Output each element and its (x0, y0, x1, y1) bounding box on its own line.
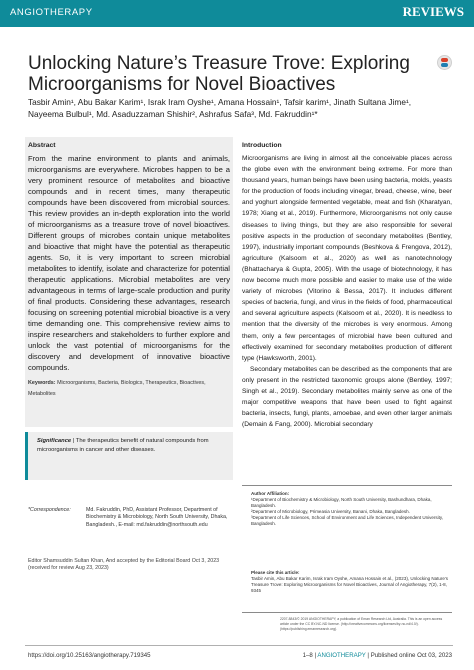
abstract-heading: Abstract (28, 142, 56, 149)
correspondence-text: Md. Fakruddin, PhD, Assistant Professor, Department of Biochemistry & Microbiology, North South University, Dhaka, Bangladesh., E-mail: md.fakruddin@northsouth.edu (86, 507, 228, 528)
journal-name: ANGIOTHERAPY (10, 7, 93, 18)
affiliation-label: Author Affiliation: (251, 491, 290, 496)
introduction-paragraph-1: Microorganisms are living in almost all the conceivable places across the globe even with the environment being extreme. For more than thousand years, human beings have been using bacteria, molds, yeasts for the production of foods including vinegar, bread, cheese, wine, beer and yoghurt alongside fermented vegetable, meat and fish (Kharatyan, 1978; Xiang et al., 2019). Furthermore, Microorganisms not only cause diseases to living things, but they are also responsible for several positive aspects in the production of secondary metabolites (Bentley, 1997), industrially important compounds (Beshkova & Frengova, 2012), agriculture (Kalsoom et al., 2020) as well as nanotechnology (Bhattacharya & Gupta, 2005). With the usage of biotechnology, it has now become much more possible and easier to make use of the wide variety of microbes (Vitorino & Bessa, 2017). It includes different species of bacteria, fungi, and virus in the fields of food, pharmaceutical and several agriculture aspects (Kalsoom et al., 2020). It is needless to mention that the diversity of the microbes is very enormous. Among them, only a few percentages of microbial have been cultured and effectively examined for secondary metabolites production of different type (Hawksworth, 2001). (242, 155, 452, 362)
citation-block (251, 570, 456, 594)
abstract-text: From the marine environment to plants and animals, microorganisms are everywhere. Microbes happen to be a very prominent resource of metabolites and bioactive compounds and in recent times, many therapeutic compounds have been discovered from microbial sources. This review provides an in-depth exploration into the world of microorganisms as a treasure trove of novel bioactives. Different groups of microbes contain unique metabolites and bioactive that might have the potential as therapeutic agents. So, it is very important to screen microbial metabolites to identify, isolate and characterize for potential therapeutic applications. Microbial metabolites are very advantageous in terms of large-scale production and purity of final products. Considering these advantages, research focusing on screening potential microbial bioactive is a very time demanding one. This comprehensive review aims to inspire researchers and stakeholders to further explore and unlock the vast potential of microorganisms for the discovery and development of innovative bioactive compounds. (28, 154, 230, 372)
author-list: Tasbir Amin¹, Abu Bakar Karim¹, Israk Iram Oyshe¹, Amana Hossain¹, Tafsir karim¹, Jinath Sultana Jime¹, Nayeema Bulbul¹, Md. Asaduzzaman Shishir², Ashrafus Safa³, Md. Fakruddin¹* (28, 97, 412, 119)
journal-header-bar (0, 0, 474, 27)
affiliation-line: ¹Department of Biochemistry & Microbiology, North South University, Bashundhara, Dhaka, Bangladesh. (251, 497, 432, 509)
citation-label: Please cite this article: (251, 570, 300, 575)
publish-date: | Published online Oct 03, 2023 (365, 652, 452, 659)
introduction-paragraph-2: Secondary metabolites can be described as the components that are only present in the restricted taxonomic groups alone (Bentley, 1997; Singh et al., 2019). Secondary metabolites mainly serve as one of the major competitive weapons that have been used to fight against bacteria, insects, fungi, plants, amoebae, and even other larger animals (Demain & Fang, 2000). Microbial secondary (242, 365, 452, 429)
article-title: Unlocking Nature’s Treasure Trove: Exploring Microorganisms for Novel Bioactives (28, 53, 410, 95)
editor-note: Editor Shamsuddin Sultan Khan, And accepted by the Editorial Board Oct 3, 2023 (received for review Aug 23, 2023) (28, 558, 220, 572)
affiliation-line: ³Department of Life Sciences, School of Environment and Life Sciences, Independent University, Bangladesh. (251, 515, 444, 527)
crossmark-icon[interactable] (437, 55, 452, 70)
page-range: 1–8 | (302, 652, 318, 659)
introduction-heading: Introduction (242, 142, 282, 149)
correspondence-label: *Correspondence: (28, 507, 71, 513)
citation-text: Tasbir Amin, Abu Bakar Karim, Israk Iram Oyshe, Amana Hossain et al., (2023), Unlocking Nature’s Treasure Trove: Exploring Microorganisms for Novel Bioactives, Journal of Angiotherapy, 7(2), 1-8, 9345 (251, 576, 449, 594)
section-tag: REVIEWS (402, 4, 464, 19)
keywords-list: Microorganisms, Bacteria, Biologics, Therapeutics, Bioactives, Metabolites (28, 380, 206, 397)
divider (242, 485, 452, 486)
footer-page-info (303, 652, 452, 659)
footer-divider (25, 645, 453, 646)
significance-label: Significance (37, 438, 72, 444)
divider (242, 612, 452, 613)
footer-journal: ANGIOTHERAPY (317, 652, 366, 659)
significance-text: | The therapeutics benefit of natural compounds from microorganisms in cancer and other diseases. (37, 438, 209, 453)
author-affiliation (251, 491, 456, 528)
copyright-notice: 2207-8843/© 2019 ANGIOTHERAPY, a publication of Eman Research Ltd, Australia. This is an open access article under the CC BY-NC-ND license. (http://creativecommons.org/licenses/by-nc-nd/4.0/). (https://publishing.emanresearch.org). (280, 617, 443, 631)
introduction-text (242, 153, 452, 430)
keywords-label: Keywords: (28, 380, 56, 386)
affiliation-line: ²Department of Microbiology, Primeasia University, Banani, Dhaka, Bangladesh. (251, 509, 410, 515)
doi-link[interactable]: https://doi.org/10.25163/angiotherapy.719345 (28, 652, 151, 659)
keywords (28, 378, 230, 400)
significance-panel (25, 432, 233, 480)
